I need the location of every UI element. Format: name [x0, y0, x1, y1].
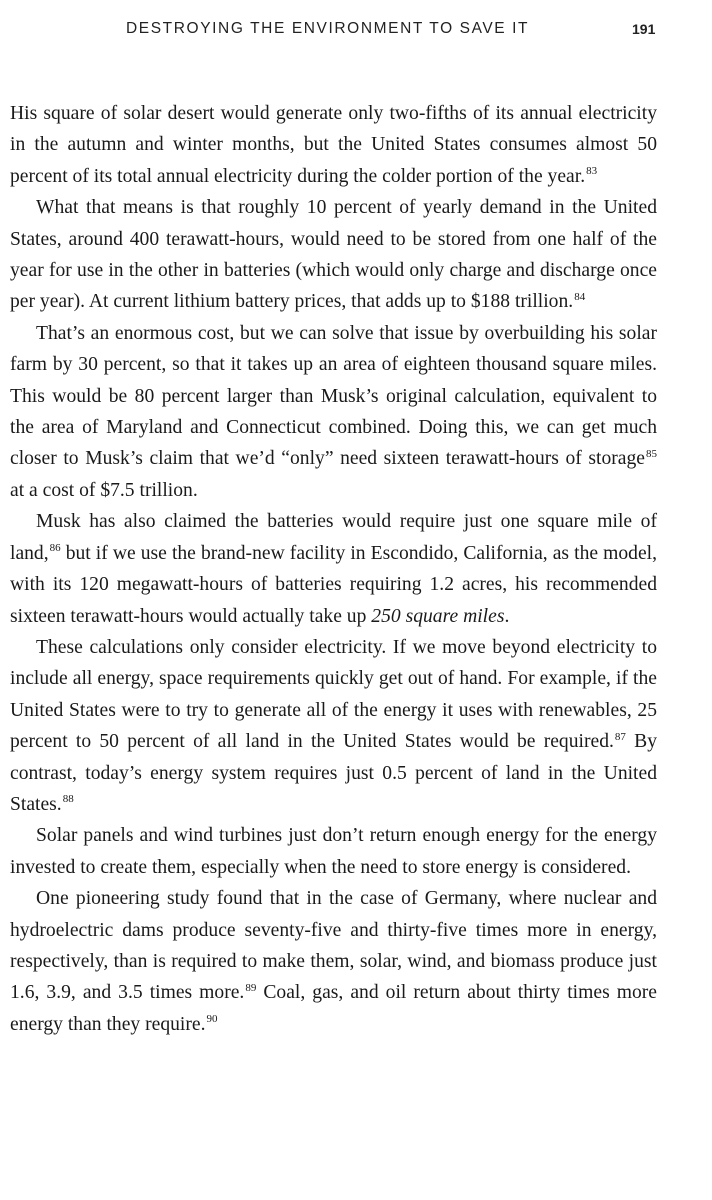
paragraph [10, 98, 657, 192]
text-run: That’s an enormous cost, but we can solve that issue by overbuilding his solar farm by 30 percent, so that it takes up an area of eighteen thousand square miles. This would be 80 percent larger than Musk’s original calculation, equivalent to the area of Maryland and Connecticut combined. Doing this, we can get much closer to Musk’s claim that we’d “only” need sixteen terawatt-hours of storage [10, 322, 657, 470]
paragraph [10, 506, 657, 632]
text-run: Musk has also claimed the batteries would require just one square mile of land, [10, 511, 657, 564]
footnote-marker: 83 [586, 165, 598, 178]
text-run: One pioneering study found that in the case of Germany, where nuclear and hydroelectric dams produce seventy-five and thirty-five times more in energy, respectively, than is required to make them, solar, wind, and biomass produce just 1.6, 3.9, and 3.5 times more. [10, 888, 657, 1004]
text-run: By contrast, today’s energy system requires just 0.5 percent of land in the United States. [10, 731, 657, 815]
text-run: What that means is that roughly 10 percent of yearly demand in the United States, around 400 terawatt-hours, would need to be stored from one half of the year for use in the other in batteries (which would only charge and discharge once per year). At current lithium battery prices, that adds up to $188 trillion. [10, 197, 657, 313]
footnote-marker: 90 [206, 1013, 218, 1026]
text-run: These calculations only consider electricity. If we move beyond electricity to include all energy, space requirements quickly get out of hand. For example, if the United States were to try to generate all of the energy it uses with renewables, 25 percent to 50 percent of all land in the United States would be required. [10, 636, 657, 753]
footnote-marker: 84 [574, 290, 586, 303]
footnote-marker: 87 [614, 730, 626, 743]
paragraph [10, 883, 657, 1040]
body-text [10, 98, 657, 1040]
running-title: DESTROYING THE ENVIRONMENT TO SAVE IT [126, 20, 530, 37]
paragraph [10, 318, 657, 506]
footnote-marker: 89 [245, 981, 257, 994]
text-run: but if we use the brand-new facility in Escondido, California, as the model, with its 120 megawatt-hours of batteries requiring 1.2 acres, his recommended sixteen terawatt-hours would actually take up [10, 542, 657, 627]
text-run: His square of solar desert would generate only two-fifths of its annual electricity in the autumn and winter months, but the United States consumes almost 50 percent of its total annual electricity during the colder portion of the year. [10, 103, 657, 187]
text-run: . [504, 605, 510, 627]
text-run: at a cost of $7.5 trillion. [10, 479, 198, 501]
running-head [0, 20, 712, 44]
emphasis-text: 250 square miles [371, 605, 505, 627]
footnote-marker: 88 [62, 793, 74, 806]
footnote-marker: 86 [49, 542, 61, 555]
paragraph [10, 192, 657, 318]
text-run: Coal, gas, and oil return about thirty times more energy than they require. [10, 982, 657, 1035]
text-run: Solar panels and wind turbines just don’t return enough energy for the energy invested to create them, especially when the need to store energy is considered. [10, 825, 657, 878]
paragraph [10, 820, 657, 883]
page-number: 191 [632, 21, 656, 37]
paragraph [10, 632, 657, 820]
footnote-marker: 85 [646, 447, 657, 460]
